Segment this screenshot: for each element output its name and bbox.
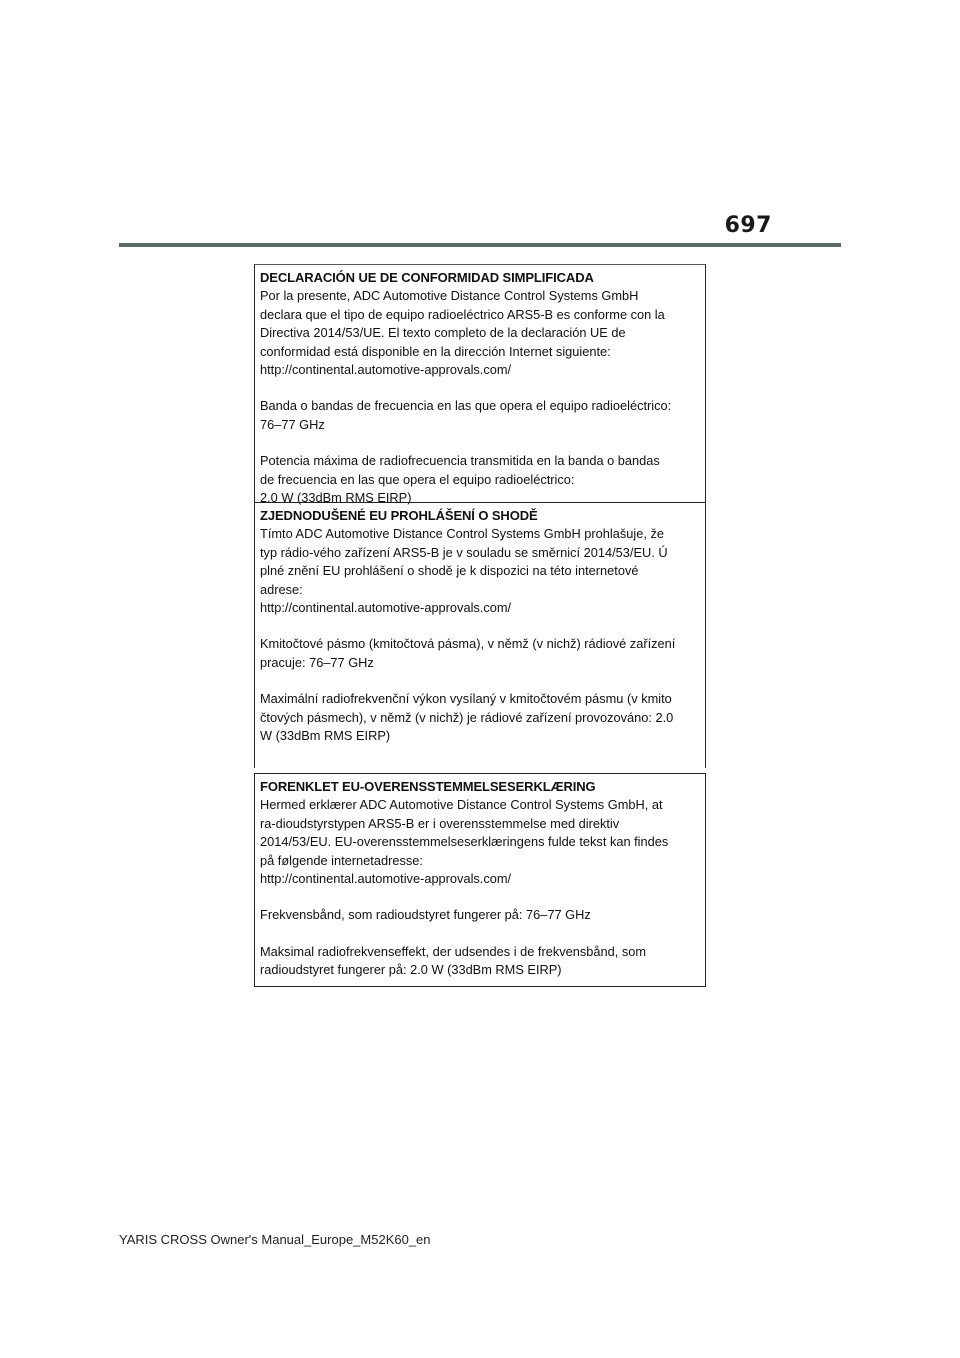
footer-manual-title: YARIS CROSS Owner's Manual_Europe_M52K60_en [119,1232,431,1247]
declaration-section-es [254,264,706,506]
paragraph-es-frequency: Banda o bandas de frecuencia en las que opera el equipo radioeléctrico: 76–77 GHz [260,398,672,432]
declaration-image [254,264,706,986]
section-title-cs: ZJEDNODUŠENÉ EU PROHLÁŠENÍ O SHODĚ [260,508,538,523]
header-rule [119,243,841,247]
paragraph-cs-power: Maximální radiofrekvenční výkon vysílaný v kmitočtovém pásmu (v kmito čtových pásmech), v němž (v nichž) je rádiové zařízení provozováno: 2.0 W (33dBm RMS EIRP) [260,691,674,744]
section-title-da: FORENKLET EU-OVERENSSTEMMELSESERKLÆRING [260,779,596,794]
paragraph-cs-statement: Tímto ADC Automotive Distance Control Systems GmbH prohlašuje, že typ rádio-vého zařízení ARS5-B je v souladu se směrnicí 2014/53/EU. Ú plné znění EU prohlášení o shodě je k dispozici na této internetové adrese: http://continental.automotive-approvals.com/ [260,526,668,616]
section-title-es: DECLARACIÓN UE DE CONFORMIDAD SIMPLIFICADA [260,270,594,285]
paragraph-da-power: Maksimal radiofrekvenseffekt, der udsendes i de frekvensbånd, som radioudstyret fungerer på: 2.0 W (33dBm RMS EIRP) [260,943,646,978]
paragraph-es-power: Potencia máxima de radiofrecuencia transmitida en la banda o bandas de frecuencia en las que opera el equipo radioeléctrico: 2.0 W (33dBm RMS EIRP) [260,453,660,506]
declaration-section-da [254,773,706,987]
paragraph-cs-frequency: Kmitočtové pásmo (kmitočtová pásma), v němž (v nichž) rádiové zařízení pracuje: 76–77 GHz [260,636,676,670]
page-number: 697 [724,213,772,238]
paragraph-da-statement: Hermed erklærer ADC Automotive Distance Control Systems GmbH, at ra-dioudstyrstypen ARS5-B er i overensstemmelse med direktiv 2014/53/EU. EU-overensstemmelseserklæringens fulde tekst kan findes på følgende internetadresse: http://continental.automotive-approvals.com/ [260,797,669,887]
paragraph-da-frequency: Frekvensbånd, som radioudstyret fungerer på: 76–77 GHz [260,907,591,923]
paragraph-es-statement: Por la presente, ADC Automotive Distance Control Systems GmbH declara que el tipo de equipo radioeléctrico ARS5-B es conforme con la Directiva 2014/53/UE. El texto completo de la declaración UE de conformidad está disponible en la dirección Internet siguiente: http://continental.automotive-approvals.com/ [260,288,665,378]
declaration-section-cs [254,502,706,768]
